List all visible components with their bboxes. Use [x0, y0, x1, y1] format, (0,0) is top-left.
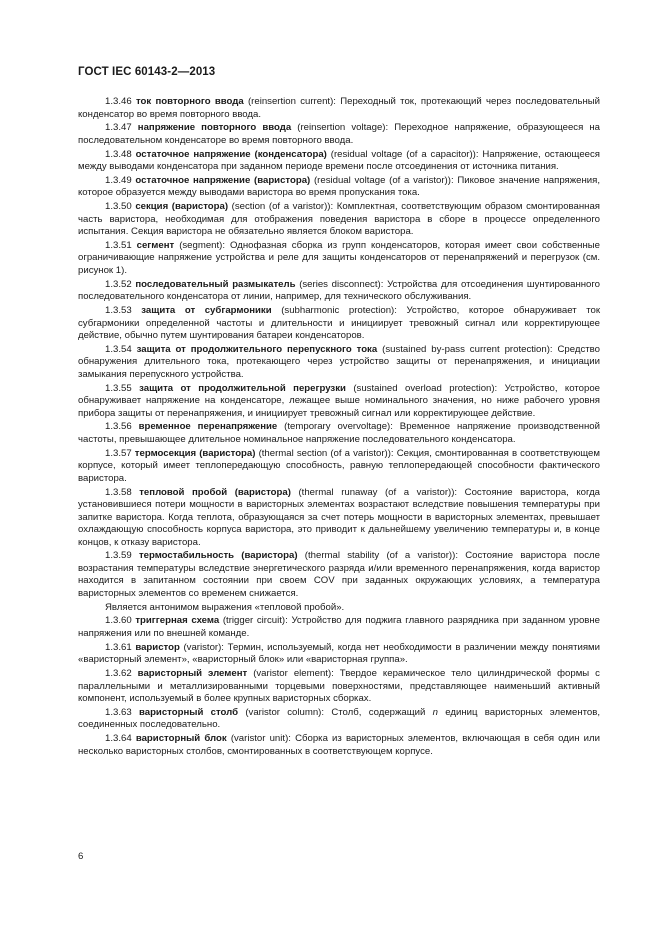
clause-number: 1.3.60	[105, 615, 132, 627]
definition-1-3-55	[78, 383, 600, 421]
term-ru: напряжение повторного ввода	[137, 122, 292, 134]
term-ru: ток повторного ввода	[135, 96, 244, 107]
term-en: (section (of a varistor)):	[231, 201, 334, 213]
term-ru: защита от субгармоники	[141, 305, 272, 317]
note-text: Является антонимом выражения «тепловой пробой».	[105, 601, 345, 613]
term-en: (trigger circuit):	[222, 615, 288, 627]
definition-text: Однофазная сборка из групп конденсаторов, которая имеет свои собственные ограничивающие напряжение устройства и реле для защиты конденсаторов от перенапряжений и перегрузок (см. рисунок 1).	[78, 239, 600, 276]
term-en: (thermal runaway (of a varistor)):	[298, 486, 458, 498]
term-en: (sustained overload protection):	[353, 382, 498, 394]
definition-1-3-64	[78, 733, 600, 758]
definition-1-3-60	[78, 615, 600, 640]
definition-text: Сборка из варисторных элементов, включающая в себя один или несколько варисторных столбов, смонтированных в соответствующем корпусе.	[78, 733, 600, 757]
clause-number: 1.3.49	[105, 174, 132, 186]
definition-1-3-62	[78, 668, 600, 706]
definition-1-3-48	[78, 149, 600, 174]
definition-text: Комплектная, соответствующим образом смонтированная часть варистора, необходимая для отображения поведения варистора в сборе в процессе определенного испытания. Секция варистора не обязательно является блоком варистора.	[78, 201, 600, 238]
definition-text: Временное напряжение производственной частоты, превышающее длительное номинальное напряжение последовательного конденсатора.	[78, 421, 600, 445]
clause-number: 1.3.53	[105, 305, 132, 317]
term-ru: сегмент	[136, 239, 175, 251]
definition-text-pre: Столб, содержащий	[331, 706, 433, 718]
definition-text: Устройства для отсоединения шунтированного последовательного конденсатора от линии, например, для технического обслуживания.	[78, 278, 601, 303]
definition-text: Устройство для поджига главного разрядника при заданном уровне напряжения или по внешней команде.	[78, 615, 601, 639]
term-ru: защита от продолжительного перепускного тока	[136, 343, 378, 355]
definition-1-3-46	[78, 96, 600, 121]
clause-number: 1.3.50	[105, 201, 132, 213]
clause-number: 1.3.51	[105, 239, 132, 251]
definition-1-3-63	[78, 707, 600, 732]
clause-number: 1.3.62	[105, 668, 132, 680]
definition-1-3-58	[78, 487, 600, 550]
clause-number: 1.3.56	[105, 421, 132, 433]
page-number: 6	[78, 851, 84, 862]
clause-number: 1.3.58	[105, 486, 132, 498]
term-ru: варисторный элемент	[137, 668, 248, 680]
definition-1-3-52	[78, 279, 600, 304]
term-en: (thermal section (of a varistor)):	[258, 447, 394, 459]
definitions-list	[78, 96, 600, 759]
variable-n: n	[432, 706, 438, 718]
term-ru: остаточное напряжение (варистора)	[135, 174, 311, 186]
term-en: (varistor):	[183, 641, 224, 653]
definition-1-3-53	[78, 305, 600, 343]
term-ru: секция (варистора)	[135, 201, 229, 213]
term-en: (varistor column):	[245, 706, 325, 718]
definition-text: Устройство, которое обнаруживает напряжение на конденсаторе, лежащее выше номинального значения, но ниже рабочего уровня прибора защиты от перенапряжения, и инициирует тревожный сигнал или корректирующее действие.	[78, 382, 600, 419]
clause-number: 1.3.55	[105, 382, 132, 394]
definition-text: Напряжение, остающееся между выводами конденсатора при заданном периоде времени после отсоединения от источника питания.	[78, 148, 600, 173]
definition-1-3-51	[78, 240, 600, 278]
term-en: (sustained by-pass current protection):	[382, 343, 553, 355]
clause-number: 1.3.46	[105, 96, 132, 107]
term-ru: варисторный блок	[135, 733, 227, 745]
term-ru: защита от продолжительной перегрузки	[139, 382, 346, 394]
clause-number: 1.3.47	[105, 122, 132, 134]
note-antonym	[78, 602, 600, 615]
definition-1-3-59	[78, 550, 600, 600]
definition-1-3-56	[78, 421, 600, 446]
definition-1-3-50	[78, 201, 600, 239]
term-en: (temporary overvoltage):	[284, 421, 393, 433]
term-ru: термостабильность (варистора)	[138, 550, 298, 562]
clause-number: 1.3.63	[105, 706, 132, 718]
definition-1-3-57	[78, 448, 600, 486]
definition-text: Пиковое значение напряжения, которое образуется между выводами варистора во время пропускания тока.	[78, 174, 601, 199]
clause-number: 1.3.59	[105, 550, 132, 562]
definition-text: Состояние варистора, когда установившиеся потери мощности в варисторных элементах возрастают вследствие повышения температуры при запитке варистора. Когда теплота, образующаяся за счет потерь мощности в варисторных элементах, превышает охлаждающую способность корпуса варистора, это приводит к дальнейшему увеличению температуры и, в конце концов, к отказу варистора.	[78, 486, 601, 548]
term-en: (segment):	[179, 239, 226, 251]
term-en: (varistor element):	[253, 668, 334, 680]
definition-text: Средство обнаружения длительного тока, протекающего через устройство защиты от перенапряжения, и инициации замыкания перепускного устройства.	[78, 343, 601, 380]
term-en: (reinsertion voltage):	[297, 122, 389, 134]
definition-text: Термин, используемый, когда нет необходимости в различении между понятиями «варисторный элемент», «варисторный блок» или «варисторная группа».	[78, 641, 601, 666]
clause-number: 1.3.57	[105, 447, 132, 459]
term-en: (residual voltage (of a capacitor)):	[330, 148, 479, 160]
term-ru: тепловой пробой (варистора)	[139, 486, 291, 498]
term-en: (residual voltage (of a varistor)):	[313, 174, 454, 186]
definition-text: Устройство, которое обнаруживает ток субгармоники определенной частоты и длительности и инициирует тревожный сигнал или корректирующее действие, обычно путем шунтирования батареи конденсаторов.	[78, 305, 601, 342]
clause-number: 1.3.52	[105, 278, 132, 290]
clause-number: 1.3.48	[105, 148, 132, 160]
document-header: ГОСТ IEC 60143-2—2013	[78, 66, 216, 78]
definition-text: Секция, смонтированная в соответствующем корпусе, который имеет теплопередающую способность, равную теплопередающей способности фактического варистора.	[78, 447, 600, 484]
definition-1-3-49	[78, 175, 600, 200]
definition-text: Твердое керамическое тело цилиндрической формы с параллельными и металлизированными торцевыми поверхностями, представляющее наименьший активный компонент, используемый в более крупных варисторных сборках.	[78, 668, 600, 705]
term-ru: триггерная схема	[135, 615, 220, 627]
term-ru: остаточное напряжение (конденсатора)	[135, 148, 327, 160]
term-en: (varistor unit):	[230, 733, 291, 745]
clause-number: 1.3.64	[105, 733, 132, 745]
term-ru: последовательный размыкатель	[135, 278, 296, 290]
term-en: (thermal stability (of a varistor)):	[304, 550, 458, 562]
term-ru: термосекция (варистора)	[134, 447, 256, 459]
term-ru: временное перенапряжение	[138, 421, 278, 433]
definition-text: Переходное напряжение, образующееся на последовательном конденсаторе во время повторного ввода.	[78, 122, 601, 146]
definition-text: Состояние варистора после возрастания температуры вследствие энергетического разряда и/или временного перенапряжения, когда варистор находится в запитанном состоянии при своем COV при заданных окружающих условиях, а температура варисторных элементов со временем снижается.	[78, 550, 600, 599]
definition-text: Переходный ток, протекающий через последовательный конденсатор во время повторного ввода.	[78, 96, 601, 120]
clause-number: 1.3.61	[105, 641, 132, 653]
term-en: (reinsertion current):	[247, 96, 336, 107]
definition-1-3-61	[78, 642, 600, 667]
definition-1-3-54	[78, 344, 600, 382]
clause-number: 1.3.54	[105, 343, 132, 355]
term-ru: варисторный столб	[138, 706, 239, 718]
definition-text-post: единиц варисторных элементов, соединенных последовательно.	[78, 706, 601, 731]
term-en: (subharmonic protection):	[281, 305, 397, 317]
definition-1-3-47	[78, 122, 600, 147]
term-ru: варистор	[135, 641, 180, 653]
term-en: (series disconnect):	[299, 278, 384, 290]
